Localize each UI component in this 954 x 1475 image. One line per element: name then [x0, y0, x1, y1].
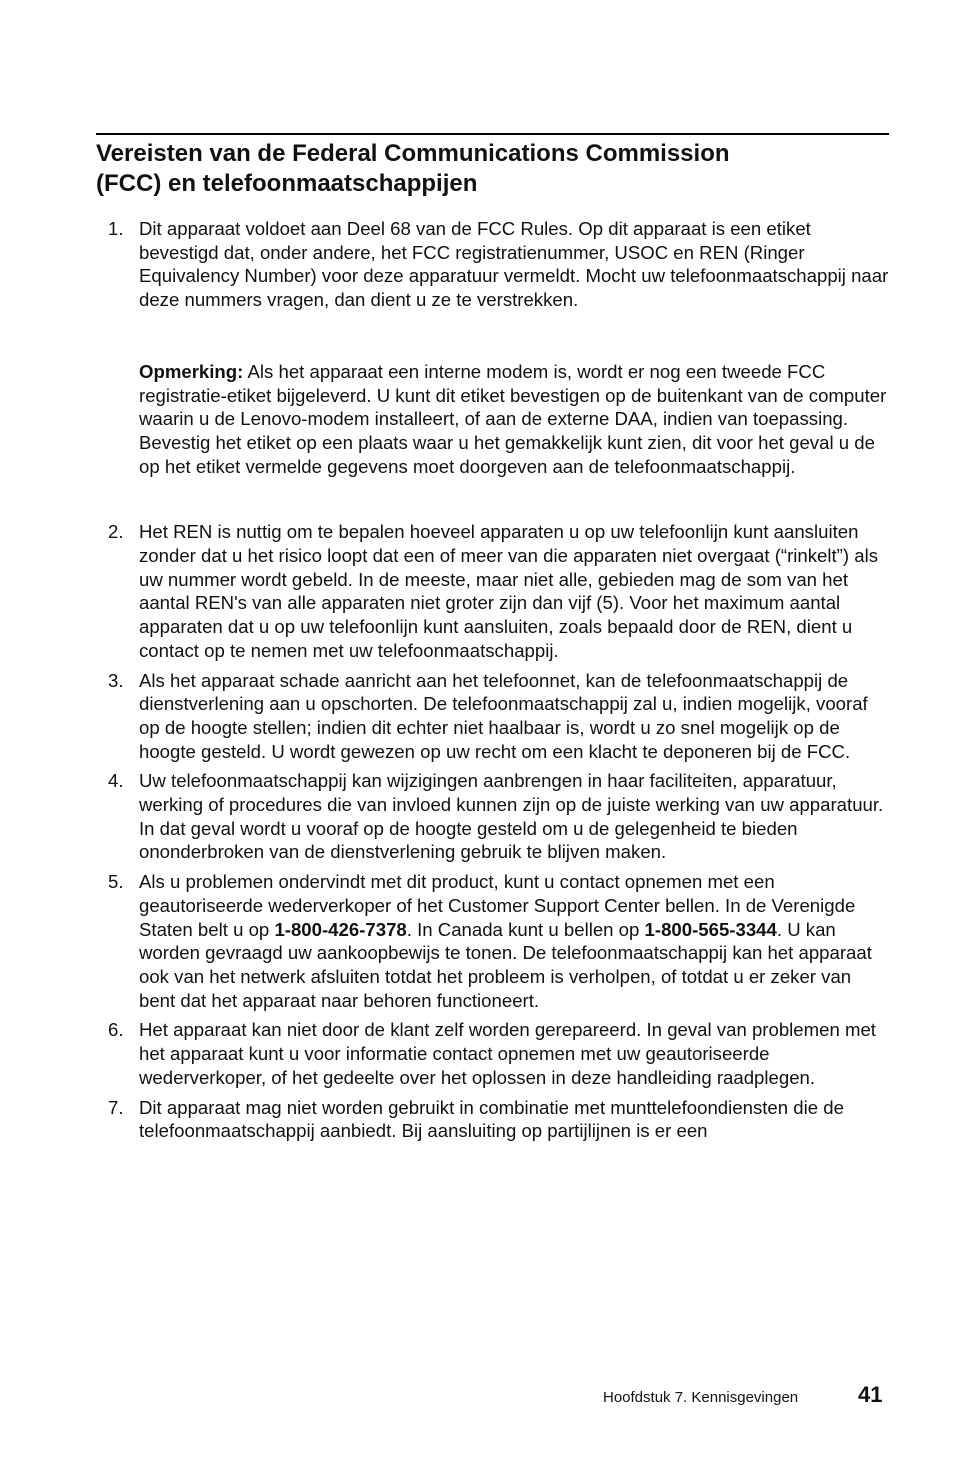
item-text: Het REN is nuttig om te bepalen hoeveel apparaten u op uw telefoonlijn kunt aansluiten zonder dat u het risico loopt dat een of meer van die apparaten niet overgaat (“rinkelt”) als uw nummer wordt gebeld. In de meeste, maar niet alle, gebieden mag de som van het aantal REN's van alle apparaten niet groter zijn dan vijf (5). Voor het maximum aantal apparaten dat u op uw telefoonlijn kunt aansluiten, zoals bepaald door de REN, dient u contact op te nemen met uw telefoonmaatschappij.	[139, 521, 879, 661]
numbered-list	[108, 217, 890, 1149]
section-rule	[96, 133, 889, 135]
item-number: 3.	[108, 669, 124, 691]
item-number: 7.	[108, 1096, 124, 1118]
footer-chapter: Hoofdstuk 7. Kennisgevingen	[603, 1389, 799, 1406]
list-item	[108, 669, 890, 764]
list-item	[108, 1096, 890, 1143]
item-text	[139, 870, 890, 1012]
list-item	[108, 217, 890, 478]
phone-number-canada: 1-800-565-3344	[644, 918, 777, 940]
item-number: 6.	[108, 1019, 124, 1041]
item-text-part: . In Canada kunt u bellen op	[406, 918, 645, 940]
item-text: Uw telefoonmaatschappij kan wijzigingen aanbrengen in haar faciliteiten, apparatuur, werking of procedures die van invloed kunnen zijn op de juiste werking van uw apparatuur. In dat geval wordt u vooraf op de hoogte gesteld om u de gelegenheid te bieden ononderbroken van de dienstverlening gebruik te blijven maken.	[139, 770, 884, 863]
list-item	[108, 520, 890, 662]
heading-line-2: (FCC) en telefoonmaatschappijen	[96, 170, 478, 197]
section-heading	[96, 139, 896, 199]
list-item	[108, 769, 890, 864]
item-number: 2.	[108, 521, 124, 543]
note-text: Als het apparaat een interne modem is, wordt er nog een tweede FCC registratie-etiket bijgeleverd. U kunt dit etiket bevestigen op de buitenkant van de computer waarin u de Lenovo-modem installeert, of aan de externe DAA, indien van toepassing. Bevestig het etiket op een plaats waar u het gemakkelijk kunt zien, dit voor het geval u de op het etiket vermelde gegevens moet doorgeven aan de telefoonmaatschappij.	[139, 360, 887, 477]
heading-line-1: Vereisten van de Federal Communications Commission	[96, 140, 730, 167]
item-number: 4.	[108, 770, 124, 792]
phone-number-us: 1-800-426-7378	[274, 918, 407, 940]
note-block	[139, 360, 890, 479]
item-number: 1.	[108, 218, 124, 239]
item-number: 5.	[108, 871, 124, 893]
item-text-part: . U kan worden gevraagd uw aankoopbewijs te tonen. De telefoonmaatschappij kan het apparaat ook van het netwerk afsluiten totdat het probleem is verholpen, of totdat u er zeker van bent dat het apparaat naar behoren functioneert.	[139, 918, 872, 1011]
item-text-part: Als u problemen ondervindt met dit product, kunt u contact opnemen met een geautoriseerde wederverkoper of het Customer Support Center bellen. In de Verenigde Staten belt u op	[139, 871, 856, 940]
item-text: Het apparaat kan niet door de klant zelf worden gerepareerd. In geval van problemen met het apparaat kunt u voor informatie contact opnemen met uw geautoriseerde wederverkoper, of het gedeelte over het oplossen in deze handleiding raadplegen.	[139, 1019, 876, 1088]
list-item	[108, 1018, 890, 1089]
page-number: 41	[858, 1382, 883, 1407]
note-label: Opmerking:	[139, 360, 244, 382]
item-text: Dit apparaat voldoet aan Deel 68 van de FCC Rules. Op dit apparaat is een etiket bevestigd dat, onder andere, het FCC registratienummer, USOC en REN (Ringer Equivalency Number) voor deze apparatuur vermeldt. Mocht uw telefoonmaatschappij naar deze nummers vragen, dan dient u ze te verstrekken.	[139, 218, 889, 311]
list-item	[108, 870, 890, 1012]
item-text: Dit apparaat mag niet worden gebruikt in combinatie met munttelefoondiensten die de telefoonmaatschappij aanbiedt. Bij aansluiting op partijlijnen is er een	[139, 1096, 844, 1142]
item-text: Als het apparaat schade aanricht aan het telefoonnet, kan de telefoonmaatschappij de dienstverlening aan u opschorten. De telefoonmaatschappij zal u, indien mogelijk, vooraf op de hoogte stellen; indien dit echter niet haalbaar is, wordt u zo snel mogelijk op de hoogte gesteld. U wordt gewezen op uw recht om een klacht te deponeren bij de FCC.	[139, 669, 868, 762]
